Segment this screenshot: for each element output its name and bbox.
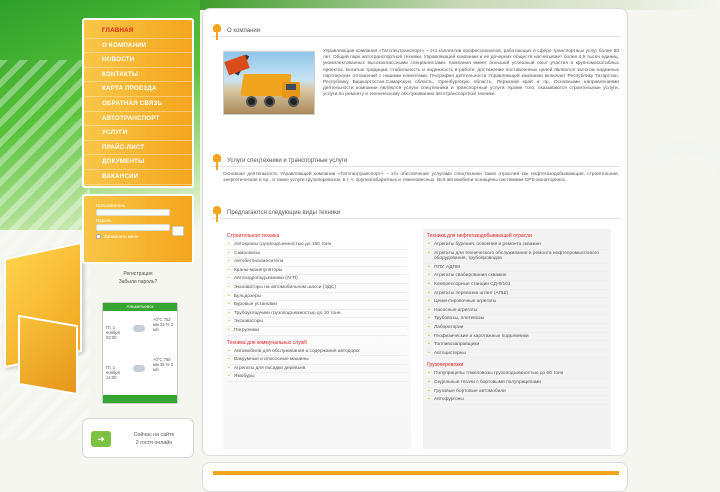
login-form [82, 194, 194, 264]
list-item: • Полуприцепы тяжеловозы грузоподъемностью до 60 тонн [427, 370, 607, 379]
sidebar [82, 18, 194, 446]
list-item: • Насосные агрегаты [427, 307, 607, 316]
decorative-box-small [18, 315, 78, 396]
list-item: • Краны-манипуляторы [227, 267, 407, 276]
weather-date: Пт, 1 ноября 14:00 [106, 365, 120, 380]
password-input[interactable] [96, 224, 170, 231]
list-item: • Агрегаты для технического обслуживания и ремонта нефтепромыслового оборудования, трубопроводов [427, 250, 607, 264]
forgot-password-link[interactable]: Забыли пароль? [118, 279, 158, 285]
wheel [288, 96, 299, 107]
list-item: • Геофизические и каротажные подъемники [427, 333, 607, 342]
category-heading: Техника для коммунальных служб [227, 339, 307, 346]
menu-item-documents[interactable]: ДОКУМЕНТЫ [84, 155, 192, 170]
list-item: • Топливозаправщики [427, 341, 607, 350]
list-item: • Агрегаты для посадки деревьев [227, 365, 407, 374]
cloud-icon [133, 325, 145, 332]
menu-item-about[interactable]: О КОМПАНИИ [84, 39, 192, 54]
cloud-icon [133, 365, 145, 372]
truck-window [286, 84, 296, 90]
list-item: • Вакуумные и илососные машины [227, 356, 407, 365]
list-item: • Трубовозы, плетевозы [427, 315, 607, 324]
menu-item-vacancies[interactable]: ВАКАНСИИ [84, 170, 192, 185]
list-item: • Самосвалы [227, 250, 407, 259]
list-item: • Экскаваторы [227, 318, 407, 327]
main-menu [82, 18, 194, 188]
list-item: • Автоцистерны [427, 350, 607, 359]
pin-icon-stem [216, 162, 218, 170]
equipment-left-column [223, 229, 411, 449]
list-item: • Лаборатории [427, 324, 607, 333]
list-item: • Автофургоны [427, 396, 607, 405]
menu-item-home[interactable]: ГЛАВНАЯ [84, 24, 192, 39]
about-title: О компании [227, 28, 261, 34]
list-item: • Цементировочные агрегаты [427, 298, 607, 307]
content-panel [202, 8, 628, 456]
online-line1: Сейчас на сайте [133, 432, 175, 438]
list-item: • Автогидроподъемники (АГП) [227, 275, 407, 284]
login-submit-button[interactable] [172, 226, 184, 236]
remember-checkbox[interactable] [96, 234, 101, 239]
remember-label: Запомнить меня [104, 234, 139, 239]
next-content-panel [202, 462, 628, 492]
list-item: • ППУ, АДПМ [427, 264, 607, 273]
weather-values: +0°C 760 мм 35 % 3 м/с [153, 357, 173, 372]
username-label: Пользователь [96, 203, 126, 208]
weather-row [103, 351, 177, 391]
equipment-right-column [423, 229, 611, 449]
menu-item-pricelist[interactable]: ПРАЙС-ЛИСТ [84, 141, 192, 156]
list-item: • Трубоукладчики грузоподъемностью до 10 тонн [227, 310, 407, 319]
list-item: • Бульдозеры [227, 293, 407, 302]
weather-city: Альметьевск [103, 303, 177, 311]
password-label: Пароль [96, 218, 112, 223]
online-widget [82, 418, 194, 458]
list-item: • Ямобуры [227, 373, 407, 382]
register-link[interactable]: Регистрация [123, 271, 153, 277]
excavator-bucket [224, 55, 249, 76]
truck-photo [223, 51, 315, 115]
list-item: • Автокраны грузоподъемностью до 160 тонн [227, 241, 407, 250]
pin-icon [213, 154, 221, 162]
weather-footer [103, 395, 177, 403]
wheel [264, 96, 275, 107]
pin-icon [213, 206, 221, 214]
weather-widget [102, 302, 178, 404]
online-icon: ➜ [91, 431, 111, 447]
services-text: Основная деятельность Управляющей компании «Татспецтранспорт» – это обеспечение услугами спецтехники таких отраслей как нефтегазодобывающая, строительная, энергетическая и пр., а также услуги грузоперевозок, в т. ч. крупногабаритных и тяжеловесных. Вся автомобили оснащены системами GPS-мониторинга. [223, 172, 619, 184]
menu-item-feedback[interactable]: ОБРАТНАЯ СВЯЗЬ [84, 97, 192, 112]
list-item: • Седельные тягачи с бортовыми полуприцепами [427, 379, 607, 388]
list-item: • Агрегаты бурения, освоения и ремонта скважин [427, 241, 607, 250]
pin-icon-stem [216, 214, 218, 222]
online-text [117, 431, 191, 447]
services-title: Услуги спецтехники и транспортные услуги [227, 158, 348, 164]
services-heading [211, 155, 621, 167]
weather-date: Пт, 1 ноября 02:00 [106, 325, 120, 340]
menu-item-contacts[interactable]: КОНТАКТЫ [84, 68, 192, 83]
category-heading: Строительная техника [227, 233, 280, 239]
username-input[interactable] [96, 209, 170, 216]
list-item: • Грузовые бортовые автомобили [427, 388, 607, 397]
about-text: Управляющая компания «Татспецтранспорт» – это коллектив профессионалов, работающих в сфере транспортных услуг более 50 лет. Общий парк автотранспортной техники, Управляющей компании и ее дочерних обществ насчитывает более 4,5 тысяч единиц, укомплектованных высококлассными специалистами. Компания имеет большой успешный опыт участия в крупномасштабных проектах. Богатые традиции, стабильность и надежность в работе, достижение поставленных целей являются залогом надежных партнерских отношений с нашими клиентами. География деятельности Управляющей компании включает Республику Татарстан, Республику Башкортостан,Самарскую область, Оренбургскую область, Пермский край и пр. Основными направлениями деятельности компании являются услуги спецтехники и транспортные услуги. Кроме того, оказываются строительные услуги, услуги по ремонту и техническому обслуживанию автотранспортной техники. [323, 49, 619, 98]
category-heading: Техника для нефтегазодобывающей отрасли [427, 233, 532, 239]
pin-icon-stem [216, 32, 218, 40]
pin-icon [213, 24, 221, 32]
list-item: • Агрегаты перевозки штанг (АПШ) [427, 290, 607, 299]
list-item: • Компрессорные станции СД-9/101 [427, 281, 607, 290]
account-links [82, 270, 194, 286]
list-item: • Погрузчики [227, 327, 407, 336]
weather-row [103, 311, 177, 351]
decorative-curve [626, 140, 720, 300]
menu-item-services[interactable]: УСЛУГИ [84, 126, 192, 141]
equipment-heading [211, 207, 621, 219]
list-item: • Экскаваторы на автомобильном шасси (ЭДС) [227, 284, 407, 293]
panel-header-bar [213, 471, 619, 475]
list-item: • Агрегаты свабирования скважин [427, 272, 607, 281]
list-item: • Автобетоносмесители [227, 258, 407, 267]
menu-item-transport[interactable]: АВТОТРАНСПОРТ [84, 112, 192, 127]
about-heading [211, 25, 621, 37]
menu-item-map[interactable]: КАРТА ПРОЕЗДА [84, 82, 192, 97]
list-item: • Автомобили для обслуживания и содержания автодорог [227, 348, 407, 357]
weather-values: +0°C 752 мм 23 % 3 м/с [153, 317, 173, 332]
wheel [246, 96, 257, 107]
menu-item-news[interactable]: НОВОСТИ [84, 53, 192, 68]
list-item: • Буровые установки [227, 301, 407, 310]
online-line2: 2 гостя онлайн [135, 440, 173, 446]
category-heading: Грузоперевозки [427, 362, 464, 369]
equipment-title: Предлагаются следующие виды техники [227, 210, 341, 216]
